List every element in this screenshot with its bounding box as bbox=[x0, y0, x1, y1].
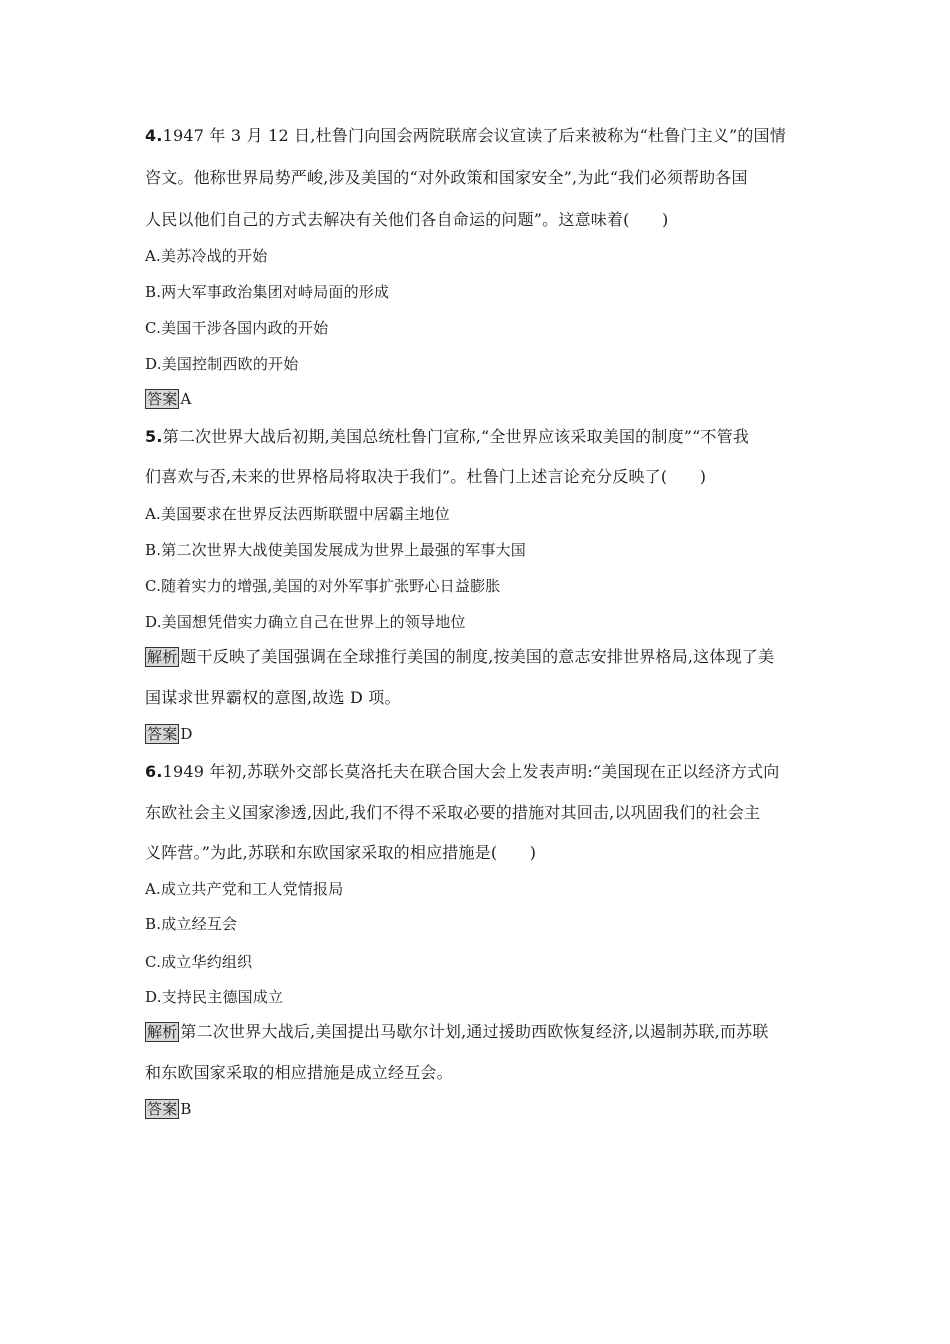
answer-tag: 答案 bbox=[147, 1100, 178, 1118]
q6-analysis-text-1: 第二次世界大战后,美国提出马歇尔计划,通过援助西欧恢复经济,以遏制苏联,而苏联 bbox=[180, 1022, 769, 1041]
q4-stem-line-1 bbox=[145, 126, 815, 146]
q4-stem-line-2: 咨文。他称世界局势严峻,涉及美国的“对外政策和国家安全”,为此“我们必须帮助各国 bbox=[145, 168, 748, 187]
q6-option-d: D.支持民主德国成立 bbox=[145, 988, 284, 1006]
q6-stem-line-3: 义阵营。”为此,苏联和东欧国家采取的相应措施是( ) bbox=[145, 843, 537, 862]
q5-analysis-text-1: 题干反映了美国强调在全球推行美国的制度,按美国的意志安排世界格局,这体现了美 bbox=[180, 647, 775, 666]
q5-stem-line-1 bbox=[145, 427, 815, 447]
q4-number: 4. bbox=[145, 126, 163, 145]
q6-option-b: B.成立经互会 bbox=[145, 915, 238, 933]
q4-answer-row bbox=[145, 389, 815, 409]
q4-stem-text-1: 1947 年 3 月 12 日,杜鲁门向国会两院联席会议宣读了后来被称为“杜鲁门主义”的国情 bbox=[162, 126, 786, 145]
q5-answer-row bbox=[145, 724, 815, 744]
analysis-tag: 解析 bbox=[147, 1023, 178, 1041]
q5-option-c: C.随着实力的增强,美国的对外军事扩张野心日益膨胀 bbox=[145, 577, 501, 595]
q6-option-a: A.成立共产党和工人党情报局 bbox=[145, 880, 344, 898]
q5-analysis-line-1 bbox=[145, 647, 815, 667]
q5-option-d: D.美国想凭借实力确立自己在世界上的领导地位 bbox=[145, 613, 466, 631]
q4-option-a: A.美苏冷战的开始 bbox=[145, 247, 268, 265]
q5-number: 5. bbox=[145, 427, 163, 446]
q5-stem-line-2: 们喜欢与否,未来的世界格局将取决于我们”。杜鲁门上述言论充分反映了( ) bbox=[145, 467, 707, 486]
analysis-tag: 解析 bbox=[147, 648, 178, 666]
q4-stem-line-3: 人民以他们自己的方式去解决有关他们各自命运的问题”。这意味着( ) bbox=[145, 210, 669, 229]
q6-option-c: C.成立华约组织 bbox=[145, 953, 253, 971]
q4-answer-value: A bbox=[180, 390, 192, 408]
q6-answer-value: B bbox=[180, 1100, 192, 1118]
q6-answer-row bbox=[145, 1099, 815, 1119]
q6-stem-line-2: 东欧社会主义国家渗透,因此,我们不得不采取必要的措施对其回击,以巩固我们的社会主 bbox=[145, 803, 761, 822]
q6-number: 6. bbox=[145, 762, 163, 781]
q4-option-c: C.美国干涉各国内政的开始 bbox=[145, 319, 329, 337]
q5-analysis-line-2: 国谋求世界霸权的意图,故选 D 项。 bbox=[145, 688, 401, 707]
answer-tag: 答案 bbox=[147, 725, 178, 743]
q6-analysis-line-1 bbox=[145, 1022, 815, 1042]
answer-tag: 答案 bbox=[147, 390, 178, 408]
q4-option-d: D.美国控制西欧的开始 bbox=[145, 355, 299, 373]
q6-analysis-line-2: 和东欧国家采取的相应措施是成立经互会。 bbox=[145, 1063, 453, 1082]
q5-answer-value: D bbox=[180, 725, 193, 743]
q5-stem-text-1: 第二次世界大战后初期,美国总统杜鲁门宣称,“全世界应该采取美国的制度”“不管我 bbox=[162, 427, 750, 446]
q5-option-b: B.第二次世界大战使美国发展成为世界上最强的军事大国 bbox=[145, 541, 526, 559]
q4-option-b: B.两大军事政治集团对峙局面的形成 bbox=[145, 283, 390, 301]
q6-stem-text-1: 1949 年初,苏联外交部长莫洛托夫在联合国大会上发表声明:“美国现在正以经济方式向 bbox=[162, 762, 780, 781]
q6-stem-line-1 bbox=[145, 762, 815, 782]
q5-option-a: A.美国要求在世界反法西斯联盟中居霸主地位 bbox=[145, 505, 450, 523]
